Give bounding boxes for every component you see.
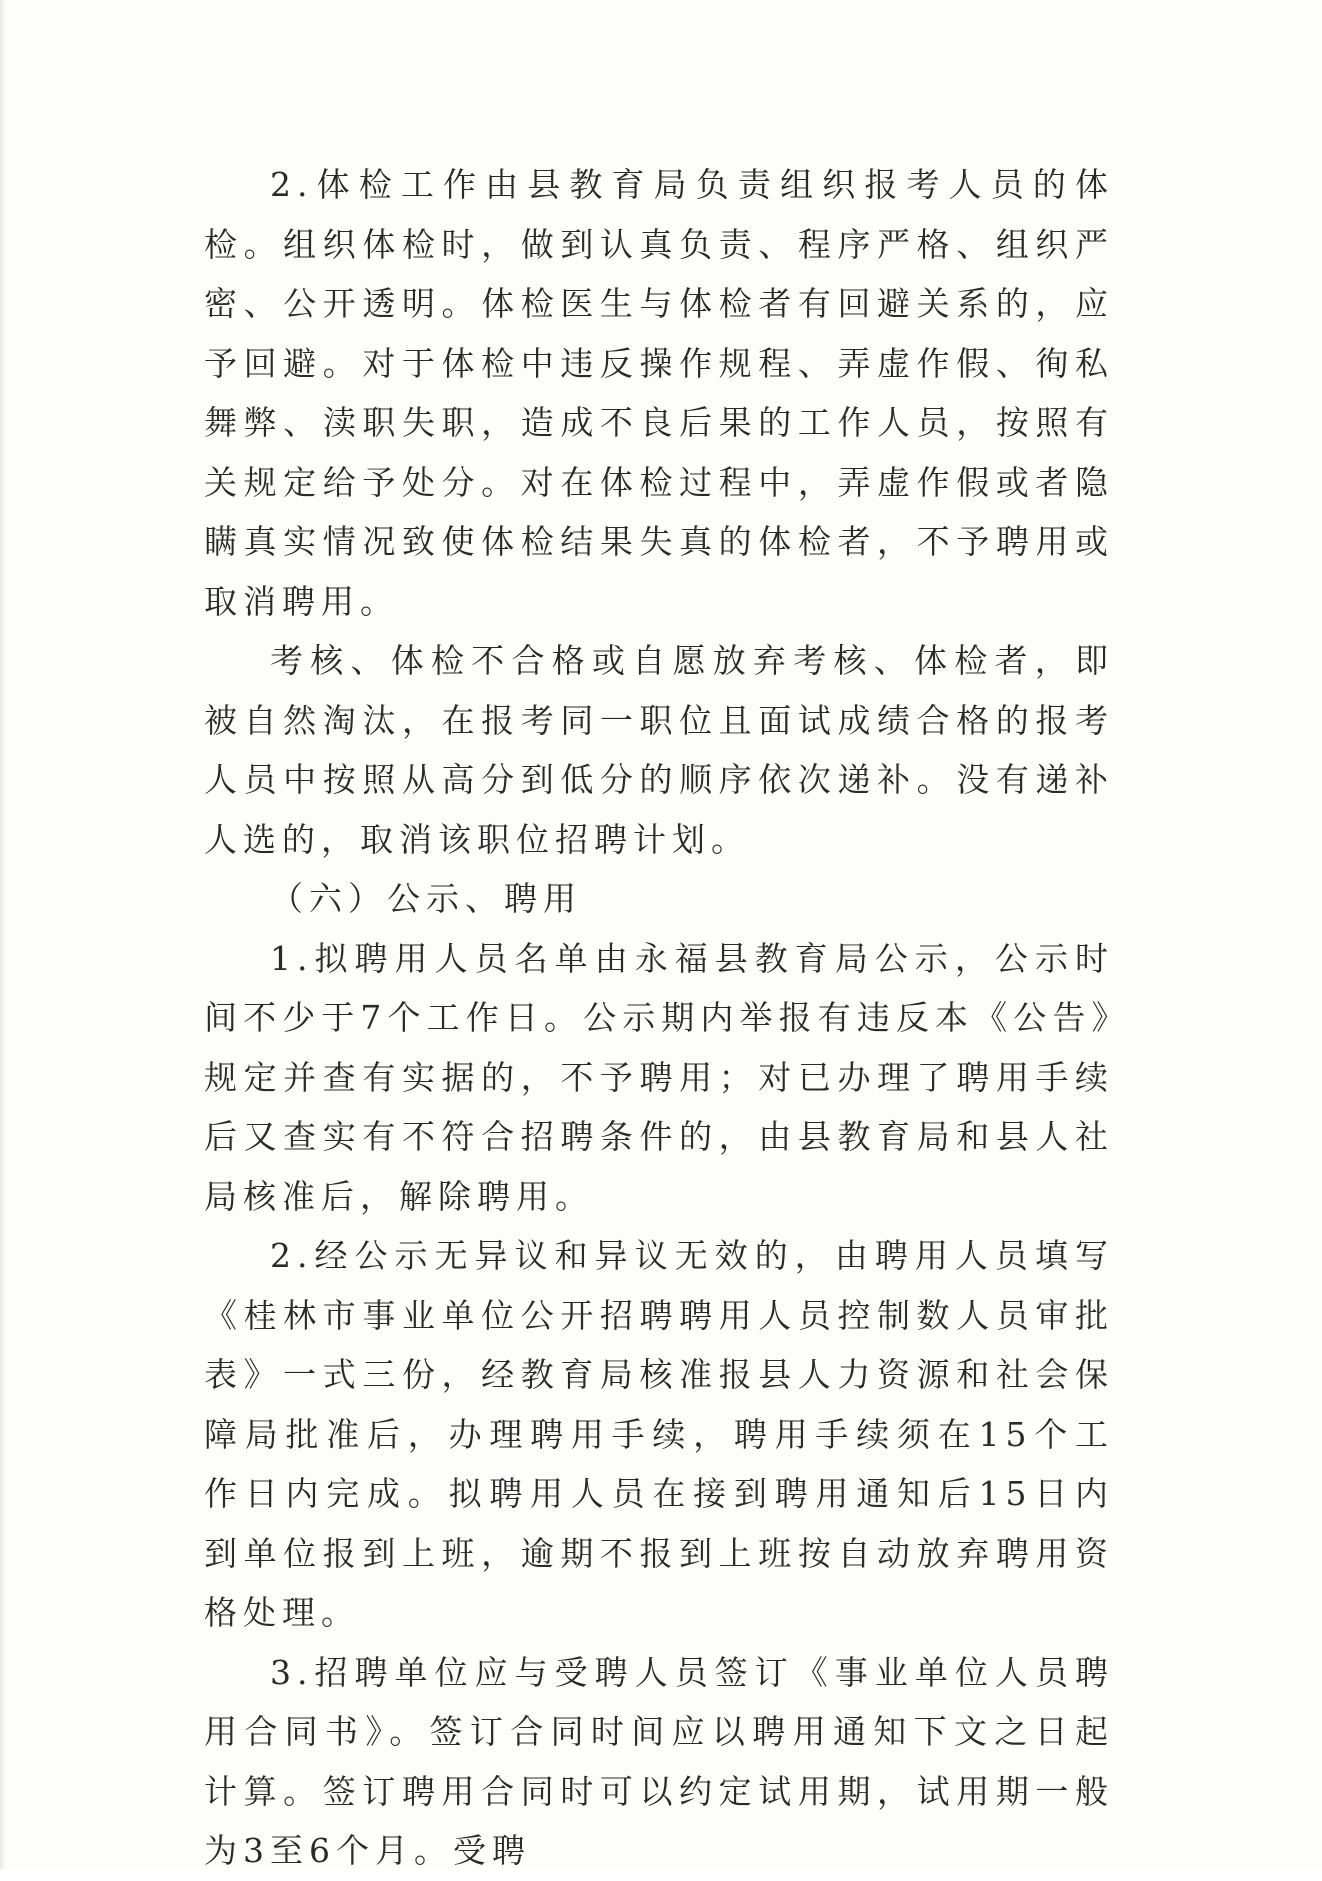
- paragraph-physical-exam: 2.体检工作由县教育局负责组织报考人员的体检。组织体检时，做到认真负责、程序严格、组织严密、公开透明。体检医生与体检者有回避关系的，应予回避。对于体检中违反操作规程、弄虚作假、徇私舞弊、渎职失职，造成不良后果的工作人员，按照有关规定给予处分。对在体检过程中，弄虚作假或者隐瞒真实情况致使体检结果失真的体检者，不予聘用或取消聘用。: [204, 165, 1114, 621]
- paragraph-publicity: 1.拟聘用人员名单由永福县教育局公示，公示时间不少于7个工作日。公示期内举报有违反本《公告》规定并查有实据的，不予聘用；对已办理了聘用手续后又查实有不符合招聘条件的，由县教育局和县人社局核准后，解除聘用。: [204, 938, 1114, 1216]
- document-body: [204, 155, 1114, 1881]
- section-heading-publicity-employment: （六）公示、聘用: [270, 879, 582, 918]
- scan-edge-shadow: [0, 0, 6, 1869]
- paragraph-approval: 2.经公示无异议和异议无效的，由聘用人员填写《桂林市事业单位公开招聘聘用人员控制数人员审批表》一式三份，经教育局核准报县人力资源和社会保障局批准后，办理聘用手续，聘用手续须在15个工作日内完成。拟聘用人员在接到聘用通知后15日内到单位报到上班，逾期不报到上班按自动放弃聘用资格处理。: [204, 1236, 1114, 1632]
- paragraph-contract: 3.招聘单位应与受聘人员签订《事业单位人员聘用合同书》。签订合同时间应以聘用通知下文之日起计算。签订聘用合同时可以约定试用期，试用期一般为3至6个月。受聘: [204, 1652, 1114, 1870]
- paragraph-disqualification: 考核、体检不合格或自愿放弃考核、体检者，即被自然淘汰，在报考同一职位且面试成绩合格的报考人员中按照从高分到低分的顺序依次递补。没有递补人选的，取消该职位招聘计划。: [204, 641, 1114, 859]
